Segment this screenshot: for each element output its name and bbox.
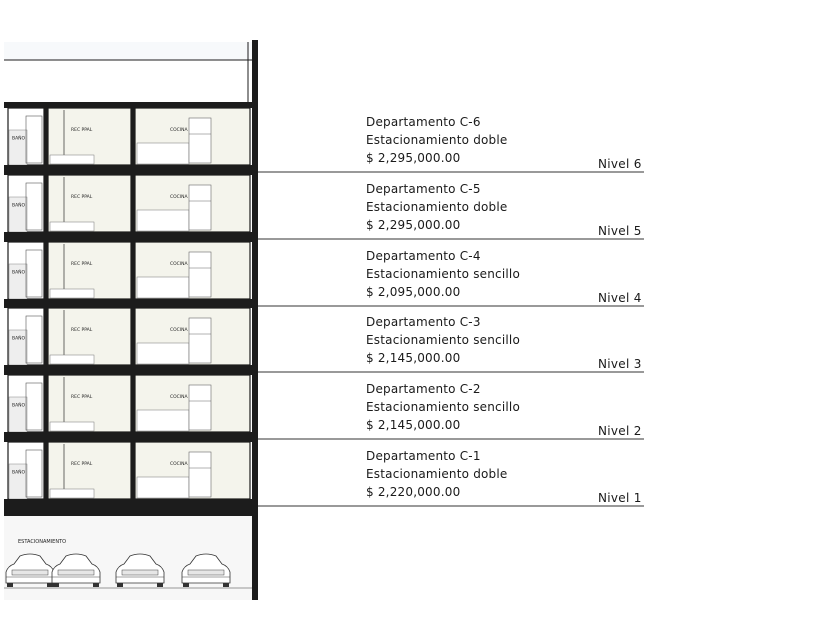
unit-name: Departamento C-1	[366, 449, 481, 463]
kitchen-counter	[137, 410, 189, 431]
kitchen-cabinet	[189, 185, 211, 230]
unit-info	[366, 313, 596, 367]
kitchen-cabinet	[189, 318, 211, 363]
kitchen-counter	[137, 210, 189, 231]
kitchen-counter	[137, 143, 189, 164]
floor-slab	[4, 436, 252, 442]
bedroom-label: REC PPAL	[71, 395, 93, 400]
parking-type: Estacionamiento sencillo	[366, 267, 520, 281]
bed	[50, 355, 94, 364]
unit-name: Departamento C-4	[366, 249, 481, 263]
floor-slab	[4, 169, 252, 175]
floor-slab	[4, 369, 252, 375]
bedroom-label: REC PPAL	[71, 328, 93, 333]
kitchen-cabinet	[189, 452, 211, 497]
exterior-wall	[252, 40, 258, 600]
level-label: Nivel 1	[598, 491, 642, 505]
bath-fixture	[9, 464, 27, 499]
partition-wall	[131, 175, 135, 232]
bath-label: BAÑO	[12, 270, 26, 276]
bath-label: BAÑO	[12, 136, 26, 142]
bed	[50, 289, 94, 298]
kitchen-counter	[137, 477, 189, 498]
floor-slab	[4, 102, 252, 108]
bath-fixture	[9, 264, 27, 299]
parking-type: Estacionamiento doble	[366, 200, 508, 214]
parking-level	[4, 505, 252, 600]
roof-area	[4, 42, 252, 60]
unit-name: Departamento C-6	[366, 115, 481, 129]
kitchen-label: COCINA	[170, 328, 188, 333]
kitchen-counter	[137, 277, 189, 298]
bed	[50, 422, 94, 431]
unit-name: Departamento C-2	[366, 382, 481, 396]
unit-info	[366, 447, 596, 501]
bath-label: BAÑO	[12, 336, 26, 342]
unit-price: $ 2,145,000.00	[366, 351, 461, 365]
bedroom-label: REC PPAL	[71, 262, 93, 267]
partition-wall	[131, 108, 135, 165]
unit-price: $ 2,220,000.00	[366, 485, 461, 499]
unit-price: $ 2,295,000.00	[366, 151, 461, 165]
kitchen-cabinet	[189, 385, 211, 430]
bath-label: BAÑO	[12, 203, 26, 209]
kitchen-label: COCINA	[170, 395, 188, 400]
parking-label: ESTACIONAMIENTO	[18, 539, 67, 545]
parking-ceiling-slab	[4, 505, 252, 516]
unit-price: $ 2,145,000.00	[366, 418, 461, 432]
bath-fixture	[9, 397, 27, 432]
unit-info	[366, 113, 596, 167]
kitchen-label: COCINA	[170, 128, 188, 133]
bedroom-label: REC PPAL	[71, 195, 93, 200]
bedroom-label: REC PPAL	[71, 128, 93, 133]
kitchen-label: COCINA	[170, 195, 188, 200]
bath-fixture	[9, 197, 27, 232]
floor-slab	[4, 302, 252, 308]
unit-info	[366, 380, 596, 434]
bed	[50, 222, 94, 231]
bath-fixture	[9, 330, 27, 365]
partition-wall	[131, 308, 135, 365]
kitchen-cabinet	[189, 118, 211, 163]
unit-info	[366, 180, 596, 234]
parking-type: Estacionamiento doble	[366, 467, 508, 481]
kitchen-counter	[137, 343, 189, 364]
bedroom-label: REC PPAL	[71, 462, 93, 467]
level-label: Nivel 4	[598, 291, 642, 305]
level-label: Nivel 2	[598, 424, 642, 438]
partition-wall	[131, 375, 135, 432]
bath-label: BAÑO	[12, 403, 26, 409]
unit-name: Departamento C-3	[366, 315, 481, 329]
kitchen-label: COCINA	[170, 462, 188, 467]
bath-fixture	[9, 130, 27, 165]
partition-wall	[131, 442, 135, 499]
bath-label: BAÑO	[12, 470, 26, 476]
level-label: Nivel 3	[598, 357, 642, 371]
partition-wall	[131, 242, 135, 299]
unit-name: Departamento C-5	[366, 182, 481, 196]
parking-type: Estacionamiento doble	[366, 133, 508, 147]
unit-info	[366, 247, 596, 301]
unit-price: $ 2,095,000.00	[366, 285, 461, 299]
bed	[50, 155, 94, 164]
kitchen-label: COCINA	[170, 262, 188, 267]
unit-price: $ 2,295,000.00	[366, 218, 461, 232]
kitchen-cabinet	[189, 252, 211, 297]
bed	[50, 489, 94, 498]
level-label: Nivel 5	[598, 224, 642, 238]
floor-slab	[4, 499, 252, 505]
parking-type: Estacionamiento sencillo	[366, 333, 520, 347]
floor-slab	[4, 236, 252, 242]
level-label: Nivel 6	[598, 157, 642, 171]
parking-type: Estacionamiento sencillo	[366, 400, 520, 414]
